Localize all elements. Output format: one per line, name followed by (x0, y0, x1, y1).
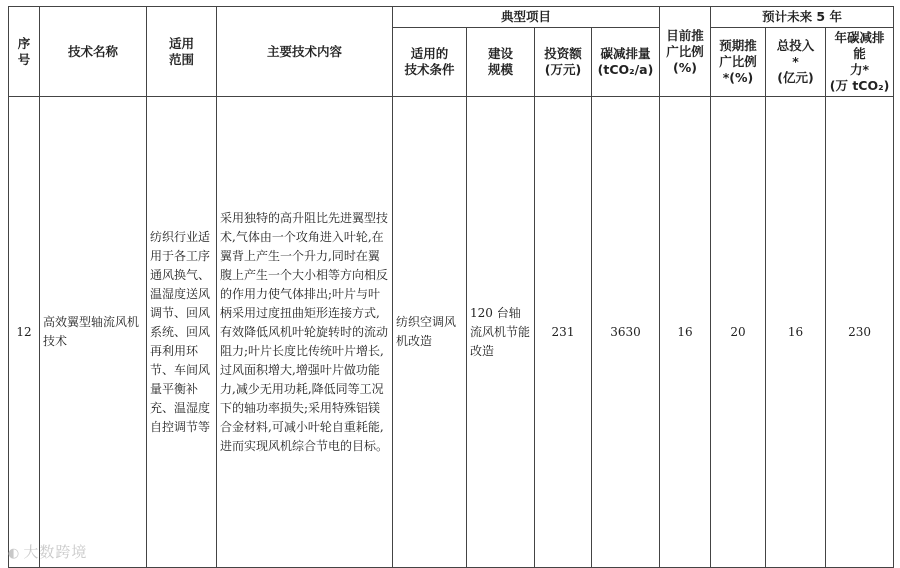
header-scope: 适用 范围 (147, 7, 217, 97)
header-typical-reduction: 碳减排量 (tCO₂/a) (592, 28, 660, 97)
cell-forecast-investment: 16 (766, 97, 826, 568)
header-tech-name: 技术名称 (40, 7, 147, 97)
header-typical-project: 典型项目 (393, 7, 660, 28)
watermark (8, 541, 87, 562)
header-current-rate: 目前推 广比例 (%) (660, 7, 711, 97)
cell-scope: 纺织行业适用于各工序通风换气、温湿度送风调节、回风系统、回风再利用环节、车间风量平衡补充、温湿度自控调节等 (147, 97, 217, 568)
cell-seq: 12 (9, 97, 40, 568)
watermark-logo-icon: ◐ (8, 546, 21, 561)
header-typical-scale: 建设 规模 (467, 28, 535, 97)
cell-forecast-capacity: 230 (826, 97, 894, 568)
watermark-text: 大数跨境 (23, 543, 88, 561)
cell-typical-scale: 120 台轴流风机节能改造 (467, 97, 535, 568)
header-typical-conditions: 适用的 技术条件 (393, 28, 467, 97)
header-main-content: 主要技术内容 (217, 7, 393, 97)
cell-typical-conditions: 纺织空调风机改造 (393, 97, 467, 568)
header-seq: 序 号 (9, 7, 40, 97)
header-forecast-capacity: 年碳减排能 力* (万 tCO₂) (826, 28, 894, 97)
cell-tech-name: 高效翼型轴流风机技术 (40, 97, 147, 568)
cell-main-content: 采用独特的高升阻比先进翼型技术,气体由一个攻角进入叶轮,在翼背上产生一个升力,同时在翼腹上产生一个大小相等方向相反的作用力使气体排出;叶片与叶柄采用过度扭曲矩形连接方式,有效降低风机叶轮旋转时的流动阻力;叶片长度比传统叶片增长,过风面积增大,增强叶片做功能力,减少无用功耗,降低同等工况下的轴功率损失;采用特殊铝镁合金材料,可减小叶轮自重耗能,进而实现风机综合节电的目标。 (217, 97, 393, 568)
cell-typical-reduction: 3630 (592, 97, 660, 568)
header-forecast-rate: 预期推 广比例 *(%) (711, 28, 766, 97)
header-typical-investment: 投资额 (万元) (535, 28, 592, 97)
cell-current-rate: 16 (660, 97, 711, 568)
cell-typical-investment: 231 (535, 97, 592, 568)
technology-table (8, 6, 894, 568)
cell-forecast-rate: 20 (711, 97, 766, 568)
header-forecast-5y: 预计未来 5 年 (711, 7, 894, 28)
header-forecast-investment: 总投入 * (亿元) (766, 28, 826, 97)
table-row (9, 97, 894, 568)
